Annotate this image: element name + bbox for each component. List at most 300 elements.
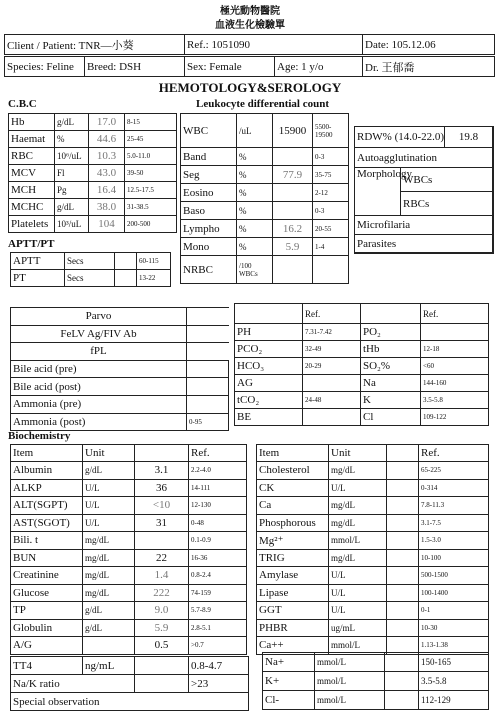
bio-left-name: TP <box>11 602 83 620</box>
bio-left-name: A/G <box>11 637 83 655</box>
tt4-unit: ng/mL <box>83 657 135 675</box>
bio-right-unit: U/L <box>329 479 387 497</box>
bio-right-unit: U/L <box>329 584 387 602</box>
blood-gas-row <box>235 409 489 426</box>
species: Species: Feline <box>5 57 85 77</box>
leuko-row <box>181 166 349 184</box>
bio-left-name: ALKP <box>11 479 83 497</box>
bio-left-unit: g/dL <box>83 462 135 480</box>
leuko-name: Mono <box>181 238 237 256</box>
bio-right-row <box>257 462 489 480</box>
wbc-ref-2: 19500 <box>315 130 333 139</box>
age: Age: 1 y/o <box>275 57 363 77</box>
bio-left-ref-header: Ref. <box>189 445 247 462</box>
bio-right-ref: 1.5-3.0 <box>419 532 489 550</box>
bio-left-name: ALT(SGPT) <box>11 497 83 515</box>
cbc-ref: 5.0-11.0 <box>125 148 177 165</box>
tt4-table <box>10 656 249 711</box>
bio-right-ref: 0-314 <box>419 479 489 497</box>
gas-right-name: Cl <box>361 409 421 426</box>
date: Date: 105.12.06 <box>363 35 495 55</box>
bio-left-row <box>11 462 247 480</box>
bio-right-unit: mmol/L <box>329 532 387 550</box>
bio-right-ref: 3.1-7.5 <box>419 514 489 532</box>
gas-left-name: PCO₂ <box>235 341 303 358</box>
bio-left-row <box>11 549 247 567</box>
leuko-unit: % <box>237 166 273 184</box>
aptt-name: APTT <box>11 253 65 270</box>
aptt-ref: 60-115 <box>137 253 171 270</box>
bio-left-value: 222 <box>135 584 189 602</box>
wbc-ref <box>313 114 349 148</box>
morph-wbcs: WBCs <box>401 168 493 192</box>
leuko-value: 77.9 <box>273 166 313 184</box>
nak-label: Na/K ratio <box>11 675 135 693</box>
leuko-row <box>181 202 349 220</box>
bio-left-row <box>11 637 247 655</box>
aptt-unit: Secs <box>65 253 115 270</box>
rdw-panel <box>354 126 494 254</box>
bio-left-row <box>11 567 247 585</box>
bio-left-unit: g/dL <box>83 619 135 637</box>
bio-left-name: Albumin <box>11 462 83 480</box>
bio-right-unit-header: Unit <box>329 445 387 462</box>
bio-left-value: 0.5 <box>135 637 189 655</box>
aptt-row <box>11 270 171 287</box>
bio-left-row <box>11 619 247 637</box>
bio-left-value: 31 <box>135 514 189 532</box>
wbc-ref-1: 5500- <box>315 122 332 131</box>
gas-right-name: Na <box>361 375 421 392</box>
bio-left-ref: 5.7-8.9 <box>189 602 247 620</box>
sero-row <box>11 378 229 396</box>
bio-right-name: Cholesterol <box>257 462 329 480</box>
leuko-ref: 20-55 <box>313 220 349 238</box>
bio-right-name: Lipase <box>257 584 329 602</box>
bio-left-name: BUN <box>11 549 83 567</box>
bio-left-value <box>135 532 189 550</box>
bio-right-ref: 65-225 <box>419 462 489 480</box>
bio-left-value: 3.1 <box>135 462 189 480</box>
bio-left-name: Creatinine <box>11 567 83 585</box>
patient-info-table-2 <box>4 56 495 77</box>
bio-right-ref: 1.13-1.38 <box>419 637 489 655</box>
tt4-label: TT4 <box>11 657 83 675</box>
bio-right-row <box>257 497 489 515</box>
special-observation: Special observation <box>11 693 249 711</box>
cbc-name: Haemat <box>9 131 55 148</box>
electrolyte-name: Na+ <box>263 653 315 672</box>
sero-row <box>11 343 229 361</box>
bio-right-item-header: Item <box>257 445 329 462</box>
electrolyte-row <box>263 653 489 672</box>
bio-right-unit: mg/dL <box>329 497 387 515</box>
rdw-label: RDW% (14.0-22.0) <box>355 127 445 148</box>
bio-right-ref: 500-1500 <box>419 567 489 585</box>
bio-left-unit: mg/dL <box>83 532 135 550</box>
bio-left-table <box>10 444 247 655</box>
bio-right-name: Phosphorous <box>257 514 329 532</box>
gas-right-name: K <box>361 392 421 409</box>
bio-right-ref: 10-30 <box>419 619 489 637</box>
bio-right-row <box>257 532 489 550</box>
sero-value: 0-95 <box>187 413 229 431</box>
bio-right-name: Ca <box>257 497 329 515</box>
cbc-ref: 25-45 <box>125 131 177 148</box>
bio-left-unit: g/dL <box>83 602 135 620</box>
gas-left-ref <box>303 409 361 426</box>
patient-info-table <box>4 34 495 55</box>
aptt-name: PT <box>11 270 65 287</box>
aptt-unit: Secs <box>65 270 115 287</box>
blood-gas-row <box>235 358 489 375</box>
blood-gas-row <box>235 324 489 341</box>
cbc-row <box>9 216 177 233</box>
leuko-value: 16.2 <box>273 220 313 238</box>
cbc-row <box>9 182 177 199</box>
bio-left-ref: 2.2-4.0 <box>189 462 247 480</box>
sero-name: Ammonia (pre) <box>11 395 187 413</box>
bio-left-unit <box>83 637 135 655</box>
wbc-unit: /uL <box>237 114 273 148</box>
leuko-unit: % <box>237 238 273 256</box>
bio-right-value <box>387 497 419 515</box>
bio-left-ref: 12-130 <box>189 497 247 515</box>
cbc-value: 38.0 <box>89 199 125 216</box>
microfilaria: Microfilaria <box>355 216 493 235</box>
electrolyte-ref: 112-129 <box>419 691 489 710</box>
bio-left-row <box>11 602 247 620</box>
ref-number: Ref.: 1051090 <box>185 35 363 55</box>
gas-left-name: HCO₃ <box>235 358 303 375</box>
cbc-ref: 12.5-17.5 <box>125 182 177 199</box>
gas-ref-header-2: Ref. <box>421 304 489 324</box>
bio-right-name: Amylase <box>257 567 329 585</box>
nak-ref: >23 <box>189 675 249 693</box>
bio-left-row <box>11 514 247 532</box>
cbc-unit: g/dL <box>55 199 89 216</box>
cbc-value: 44.6 <box>89 131 125 148</box>
bio-right-row <box>257 479 489 497</box>
bio-right-value <box>387 584 419 602</box>
leuko-unit: % <box>237 220 273 238</box>
gas-right-name: tHb <box>361 341 421 358</box>
aptt-ref: 13-22 <box>137 270 171 287</box>
bio-right-unit: U/L <box>329 602 387 620</box>
autoagglutination: Autoagglutination <box>355 148 493 168</box>
bio-left-unit: U/L <box>83 514 135 532</box>
leuko-ref: 35-75 <box>313 166 349 184</box>
wbc-value: 15900 <box>273 114 313 148</box>
gas-left-ref <box>303 375 361 392</box>
parasites: Parasites <box>355 235 493 253</box>
bio-right-ref-header: Ref. <box>419 445 489 462</box>
bio-right-row <box>257 619 489 637</box>
sero-row <box>11 413 229 431</box>
leuko-ref: 1-4 <box>313 238 349 256</box>
leuko-ref: 0-3 <box>313 202 349 220</box>
leuko-value <box>273 184 313 202</box>
cbc-ref: 31-38.5 <box>125 199 177 216</box>
electrolyte-row <box>263 672 489 691</box>
nrbc-name: NRBC <box>181 256 237 284</box>
bio-left-value: 36 <box>135 479 189 497</box>
sex: Sex: Female <box>185 57 275 77</box>
nrbc-unit <box>237 256 273 284</box>
bio-left-unit: mg/dL <box>83 549 135 567</box>
cbc-ref: 39-50 <box>125 165 177 182</box>
bio-right-ref: 0-1 <box>419 602 489 620</box>
bio-right-name: PHBR <box>257 619 329 637</box>
bio-right-value <box>387 567 419 585</box>
cbc-title: C.B.C <box>8 98 37 110</box>
electrolyte-name: K+ <box>263 672 315 691</box>
nrbc-row <box>181 256 349 284</box>
gas-right-name: SO₂% <box>361 358 421 375</box>
gas-ref-header: Ref. <box>303 304 361 324</box>
leuko-name: Band <box>181 148 237 166</box>
bio-left-unit-header: Unit <box>83 445 135 462</box>
bio-right-ref: 10-100 <box>419 549 489 567</box>
electrolyte-unit: mmol/L <box>315 653 385 672</box>
leuko-row <box>181 148 349 166</box>
bio-left-row <box>11 479 247 497</box>
bio-right-unit: mmol/L <box>329 637 387 655</box>
leuko-row <box>181 184 349 202</box>
sero-value <box>187 308 229 326</box>
gas-left-name: BE <box>235 409 303 426</box>
bio-right-name: Ca++ <box>257 637 329 655</box>
cbc-value: 10.3 <box>89 148 125 165</box>
cbc-table <box>8 113 177 233</box>
cbc-row <box>9 199 177 216</box>
cbc-row <box>9 114 177 131</box>
bio-right-row <box>257 549 489 567</box>
leuko-ref: 0-3 <box>313 148 349 166</box>
leuko-title: Leukocyte differential count <box>196 98 330 110</box>
bio-right-row <box>257 602 489 620</box>
client-patient: Client / Patient: TNR—小葵 <box>5 35 185 55</box>
leuko-name: Seg <box>181 166 237 184</box>
cbc-ref: 8-15 <box>125 114 177 131</box>
bio-right-row <box>257 567 489 585</box>
sero-name: FeLV Ag/FIV Ab <box>11 325 187 343</box>
leuko-value <box>273 148 313 166</box>
bio-left-ref: 74-159 <box>189 584 247 602</box>
bio-right-value <box>387 462 419 480</box>
electrolyte-value <box>385 691 419 710</box>
cbc-name: MCV <box>9 165 55 182</box>
leuko-unit: % <box>237 202 273 220</box>
bio-left-unit: mg/dL <box>83 567 135 585</box>
blood-gas-table <box>234 303 489 426</box>
bio-right-ref: 100-1400 <box>419 584 489 602</box>
bio-right-name: Mg²⁺ <box>257 532 329 550</box>
leuko-name: Eosino <box>181 184 237 202</box>
leuko-ref: 2-12 <box>313 184 349 202</box>
bio-right-row <box>257 514 489 532</box>
leuko-value: 5.9 <box>273 238 313 256</box>
sero-row <box>11 325 229 343</box>
sero-name: Bile acid (pre) <box>11 360 187 378</box>
gas-right-ref: 12-18 <box>421 341 489 358</box>
cbc-value: 17.0 <box>89 114 125 131</box>
cbc-name: MCH <box>9 182 55 199</box>
cbc-row <box>9 131 177 148</box>
gas-right-ref <box>421 324 489 341</box>
nrbc-unit-2: WBCs <box>239 269 258 278</box>
bio-right-unit: mg/dL <box>329 514 387 532</box>
gas-right-ref: 109-122 <box>421 409 489 426</box>
bio-right-table <box>256 444 489 655</box>
bio-right-name: CK <box>257 479 329 497</box>
bio-left-ref: 14-111 <box>189 479 247 497</box>
leuko-name: Baso <box>181 202 237 220</box>
cbc-row <box>9 165 177 182</box>
form-title: 血液生化檢驗單 <box>215 20 285 31</box>
leuko-value <box>273 202 313 220</box>
serology-table <box>10 307 229 431</box>
blood-gas-row <box>235 341 489 358</box>
bio-left-value: 9.0 <box>135 602 189 620</box>
leuko-row <box>181 238 349 256</box>
electrolyte-value <box>385 653 419 672</box>
leuko-name: Lympho <box>181 220 237 238</box>
bio-right-value <box>387 619 419 637</box>
bio-left-item-header: Item <box>11 445 83 462</box>
bio-left-name: Bili. t <box>11 532 83 550</box>
gas-left-name: PH <box>235 324 303 341</box>
sero-value <box>187 395 229 413</box>
morphology: Morphology <box>355 168 401 216</box>
bio-left-value: <10 <box>135 497 189 515</box>
bio-left-name: Globulin <box>11 619 83 637</box>
morph-rbcs: RBCs <box>401 192 493 216</box>
leuko-unit: % <box>237 184 273 202</box>
cbc-row <box>9 148 177 165</box>
bio-right-value <box>387 532 419 550</box>
bio-left-unit: U/L <box>83 497 135 515</box>
leuko-unit: % <box>237 148 273 166</box>
cbc-name: Platelets <box>9 216 55 233</box>
electrolyte-value <box>385 672 419 691</box>
hospital-name: 極光動物醫院 <box>220 6 280 17</box>
bio-left-ref: 0.1-0.9 <box>189 532 247 550</box>
section-title: HEMOTOLOGY&SEROLOGY <box>158 80 342 95</box>
bio-right-value <box>387 479 419 497</box>
cbc-unit: Fl <box>55 165 89 182</box>
sero-value <box>187 360 229 378</box>
cbc-name: MCHC <box>9 199 55 216</box>
sero-row <box>11 360 229 378</box>
aptt-table <box>10 252 171 287</box>
bio-right-value <box>387 514 419 532</box>
cbc-name: Hb <box>9 114 55 131</box>
leuko-row <box>181 220 349 238</box>
rdw-table <box>354 126 493 253</box>
bio-left-name: AST(SGOT) <box>11 514 83 532</box>
wbc-name: WBC <box>181 114 237 148</box>
aptt-value <box>115 253 137 270</box>
bio-left-unit: mg/dL <box>83 584 135 602</box>
bio-left-row <box>11 532 247 550</box>
bio-right-name: GGT <box>257 602 329 620</box>
bio-right-unit: mg/dL <box>329 549 387 567</box>
gas-left-ref: 20-29 <box>303 358 361 375</box>
gas-left-ref: 7.31-7.42 <box>303 324 361 341</box>
aptt-value <box>115 270 137 287</box>
cbc-ref: 200-500 <box>125 216 177 233</box>
bio-right-unit: mg/dL <box>329 462 387 480</box>
nrbc-unit-1: /100 <box>239 261 252 270</box>
gas-left-ref: 32-49 <box>303 341 361 358</box>
bio-left-name: Glucose <box>11 584 83 602</box>
electrolyte-unit: mmol/L <box>315 691 385 710</box>
blood-gas-row <box>235 375 489 392</box>
bio-right-row <box>257 584 489 602</box>
electrolyte-row <box>263 691 489 710</box>
sero-name: Ammonia (post) <box>11 413 187 431</box>
sero-value <box>187 378 229 396</box>
breed: Breed: DSH <box>85 57 185 77</box>
cbc-unit: % <box>55 131 89 148</box>
bio-left-value: 22 <box>135 549 189 567</box>
blood-gas-row <box>235 392 489 409</box>
bio-right-unit: ug/mL <box>329 619 387 637</box>
gas-right-name: PO₂ <box>361 324 421 341</box>
electrolyte-name: Cl- <box>263 691 315 710</box>
bio-left-ref: 16-36 <box>189 549 247 567</box>
bio-left-unit: U/L <box>83 479 135 497</box>
bio-left-row <box>11 584 247 602</box>
gas-left-name: tCO₂ <box>235 392 303 409</box>
gas-left-ref: 24-48 <box>303 392 361 409</box>
bio-right-unit: U/L <box>329 567 387 585</box>
cbc-name: RBC <box>9 148 55 165</box>
electrolyte-table <box>262 652 489 710</box>
bio-right-ref: 7.8-11.3 <box>419 497 489 515</box>
gas-right-ref: 144-160 <box>421 375 489 392</box>
sero-name: Bile acid (post) <box>11 378 187 396</box>
sero-value <box>187 325 229 343</box>
electrolyte-unit: mmol/L <box>315 672 385 691</box>
gas-left-name: AG <box>235 375 303 392</box>
sero-value <box>187 343 229 361</box>
sero-row <box>11 308 229 326</box>
sero-name: Parvo <box>11 308 187 326</box>
gas-right-ref: 3.5-5.8 <box>421 392 489 409</box>
bio-right-name: TRIG <box>257 549 329 567</box>
leuko-table <box>180 113 349 284</box>
aptt-title: APTT/PT <box>8 238 55 250</box>
sero-name: fPL <box>11 343 187 361</box>
cbc-value: 104 <box>89 216 125 233</box>
cbc-unit: g/dL <box>55 114 89 131</box>
biochem-title: Biochemistry <box>8 430 71 442</box>
cbc-unit: Pg <box>55 182 89 199</box>
bio-left-row <box>11 497 247 515</box>
bio-right-value <box>387 549 419 567</box>
cbc-value: 43.0 <box>89 165 125 182</box>
doctor: Dr. 王郁喬 <box>363 57 495 77</box>
rdw-value: 19.8 <box>445 127 493 148</box>
electrolyte-ref: 150-165 <box>419 653 489 672</box>
bio-right-value <box>387 602 419 620</box>
cbc-unit: 10⁶/uL <box>55 148 89 165</box>
cbc-value: 16.4 <box>89 182 125 199</box>
bio-left-value: 5.9 <box>135 619 189 637</box>
bio-left-ref: 2.8-5.1 <box>189 619 247 637</box>
